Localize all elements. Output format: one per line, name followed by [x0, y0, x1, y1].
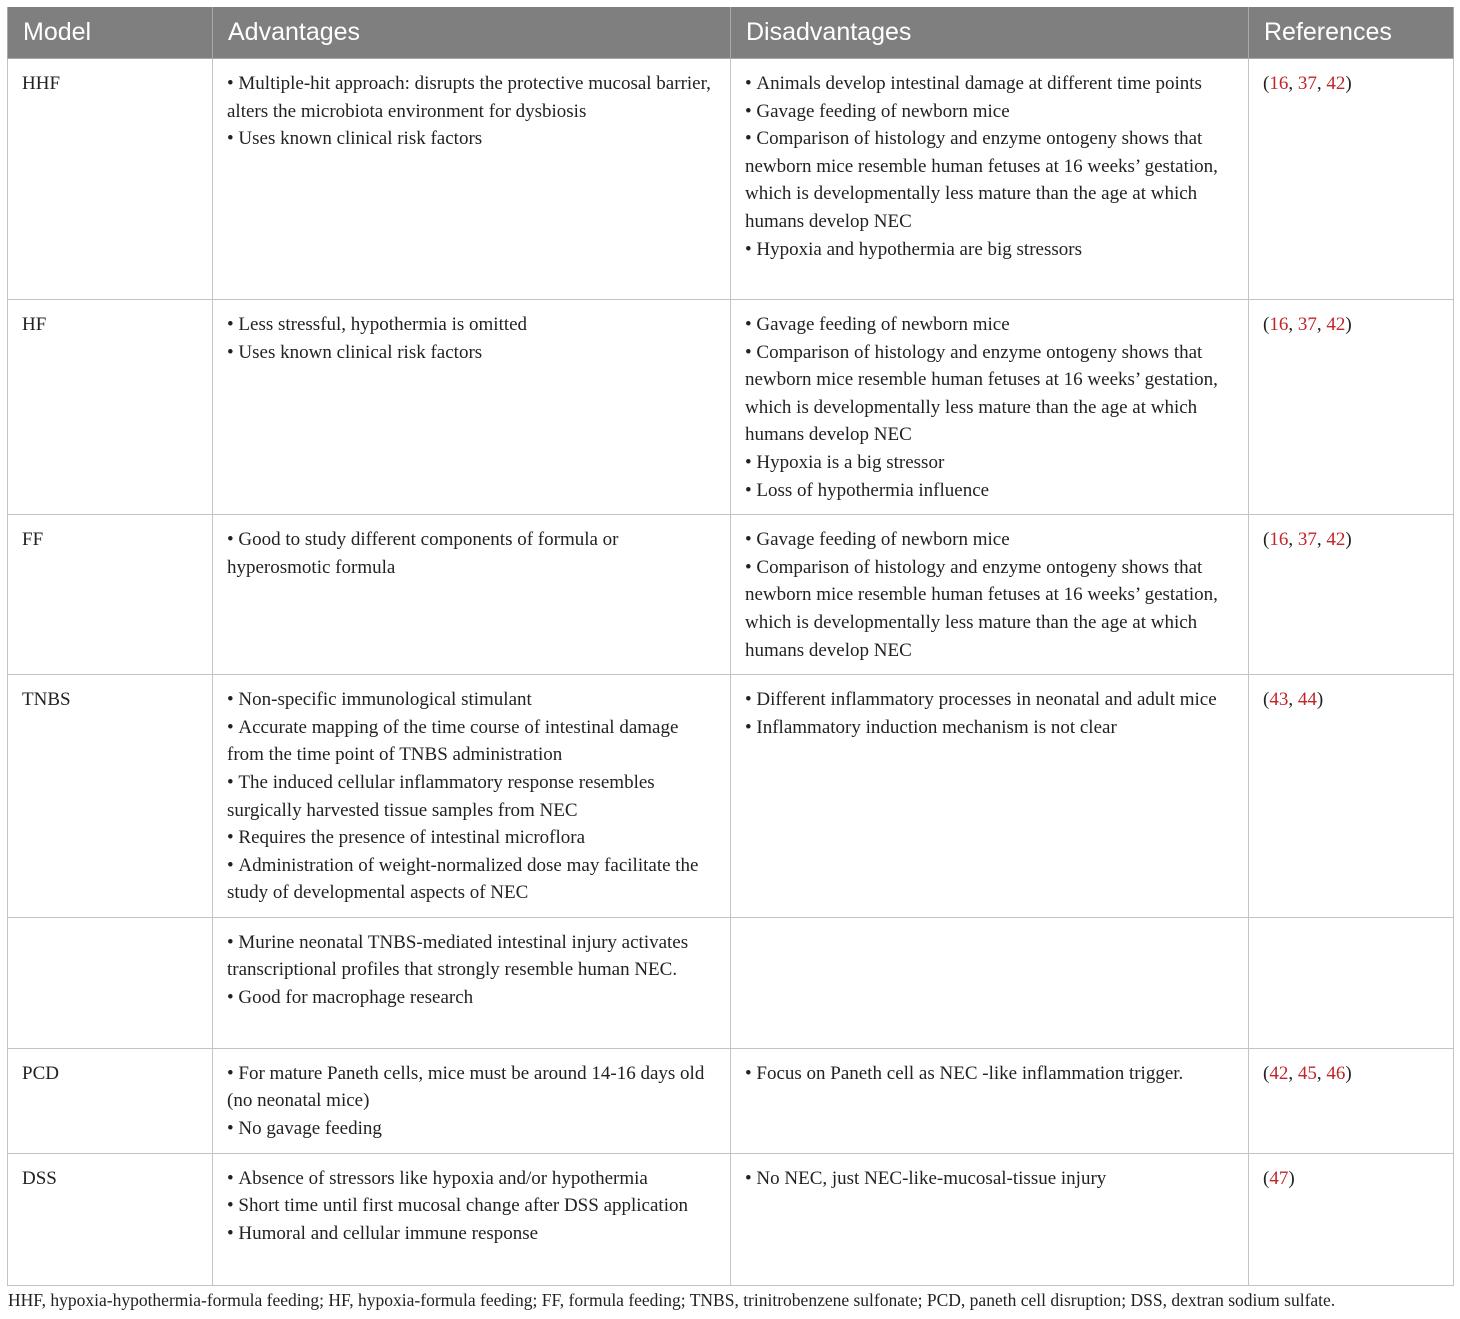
reference-link[interactable]: 44 [1297, 689, 1317, 711]
reference-link[interactable]: 16 [1269, 73, 1289, 94]
disadvantages-list [745, 526, 1234, 664]
reference-link[interactable]: 37 [1297, 314, 1317, 335]
references-cell: (43, 44) [1249, 675, 1454, 918]
advantage-item: • The induced cellular inflammatory response resembles surgically harvested tissue samples from NEC [227, 769, 716, 824]
disadvantages-cell [731, 1153, 1249, 1285]
advantage-item: • Good for macrophage research [227, 984, 716, 1012]
disadvantage-item: • No NEC, just NEC-like-mucosal-tissue injury [745, 1165, 1234, 1193]
disadvantage-item: • Animals develop intestinal damage at different time points [745, 70, 1234, 98]
table-row [8, 917, 1454, 1048]
advantage-item: • Non-specific immunological stimulant [227, 686, 716, 714]
advantages-cell [213, 515, 731, 675]
disadvantage-item: • Inflammatory induction mechanism is not clear [745, 714, 1234, 742]
column-header-model: Model [8, 7, 213, 59]
disadvantages-list [745, 311, 1234, 504]
reference-link[interactable]: 37 [1297, 73, 1317, 94]
advantages-list [227, 1165, 716, 1248]
disadvantage-item: • Comparison of histology and enzyme ontogeny shows that newborn mice resemble human fetuses at 16 weeks’ gestation, which is developmentally less mature than the age at which humans develop NEC [745, 125, 1234, 235]
reference-link[interactable]: 42 [1269, 1062, 1289, 1084]
advantages-list [227, 311, 716, 366]
disadvantages-list [745, 686, 1234, 741]
disadvantage-item: • Gavage feeding of newborn mice [745, 311, 1234, 339]
references-cell [1249, 917, 1454, 1048]
advantages-cell [213, 675, 731, 918]
disadvantage-item: • Comparison of histology and enzyme ontogeny shows that newborn mice resemble human fetuses at 16 weeks’ gestation, which is developmentally less mature than the age at which humans develop NEC [745, 554, 1234, 664]
table-row [8, 1153, 1454, 1285]
column-header-references: References [1249, 7, 1454, 59]
disadvantages-cell [731, 59, 1249, 300]
references-cell: (47) [1249, 1153, 1454, 1285]
disadvantage-item: • Loss of hypothermia influence [745, 477, 1234, 505]
disadvantage-item: • Different inflammatory processes in neonatal and adult mice [745, 686, 1234, 714]
advantages-cell [213, 59, 731, 300]
advantage-item: • Short time until first mucosal change after DSS application [227, 1192, 716, 1220]
advantage-item: • Multiple-hit approach: disrupts the protective mucosal barrier, alters the microbiota environment for dysbiosis [227, 70, 716, 125]
disadvantages-cell [731, 675, 1249, 918]
model-cell: PCD [8, 1048, 213, 1153]
advantages-list [227, 929, 716, 1012]
table-row [8, 59, 1454, 300]
advantage-item: • Absence of stressors like hypoxia and/or hypothermia [227, 1165, 716, 1193]
advantages-list [227, 526, 716, 581]
model-cell: HHF [8, 59, 213, 300]
advantages-cell [213, 1153, 731, 1285]
disadvantages-cell [731, 1048, 1249, 1153]
advantage-item: • Administration of weight-normalized dose may facilitate the study of developmental aspects of NEC [227, 852, 716, 907]
advantage-item: • Uses known clinical risk factors [227, 339, 716, 367]
references-cell: (16, 37, 42) [1249, 515, 1454, 675]
models-table [7, 7, 1454, 1286]
disadvantage-item: • Hypoxia and hypothermia are big stressors [745, 236, 1234, 264]
advantage-item: • Accurate mapping of the time course of intestinal damage from the time point of TNBS administration [227, 714, 716, 769]
advantage-item: • Murine neonatal TNBS-mediated intestinal injury activates transcriptional profiles that strongly resemble human NEC. [227, 929, 716, 984]
table-header [8, 7, 1454, 59]
disadvantages-cell [731, 515, 1249, 675]
advantage-item: • Humoral and cellular immune response [227, 1220, 716, 1248]
reference-link[interactable]: 16 [1269, 314, 1289, 335]
reference-link[interactable]: 42 [1326, 73, 1346, 94]
disadvantages-list [745, 1060, 1234, 1088]
advantages-list [227, 1060, 716, 1143]
model-cell: HF [8, 300, 213, 515]
advantage-item: • Good to study different components of formula or hyperosmotic formula [227, 526, 716, 581]
model-cell: FF [8, 515, 213, 675]
reference-link[interactable]: 46 [1326, 1062, 1346, 1084]
model-cell [8, 917, 213, 1048]
advantages-list [227, 686, 716, 907]
disadvantage-item: • Hypoxia is a big stressor [745, 449, 1234, 477]
reference-link[interactable]: 45 [1297, 1062, 1317, 1084]
reference-link[interactable]: 42 [1326, 529, 1346, 551]
table-row [8, 515, 1454, 675]
reference-link[interactable]: 16 [1269, 529, 1289, 551]
advantage-item: • Requires the presence of intestinal microflora [227, 824, 716, 852]
model-cell: DSS [8, 1153, 213, 1285]
reference-link[interactable]: 43 [1269, 689, 1289, 711]
header-row [8, 7, 1454, 59]
table-row [8, 675, 1454, 918]
disadvantages-cell [731, 917, 1249, 1048]
advantage-item: • Uses known clinical risk factors [227, 125, 716, 153]
disadvantages-cell [731, 300, 1249, 515]
references-cell: (16, 37, 42) [1249, 59, 1454, 300]
model-cell: TNBS [8, 675, 213, 918]
advantages-cell [213, 917, 731, 1048]
advantages-list [227, 70, 716, 153]
reference-link[interactable]: 47 [1269, 1167, 1289, 1189]
references-cell: (42, 45, 46) [1249, 1048, 1454, 1153]
column-header-advantages: Advantages [213, 7, 731, 59]
reference-link[interactable]: 37 [1297, 529, 1317, 551]
advantage-item: • Less stressful, hypothermia is omitted [227, 311, 716, 339]
disadvantage-item: • Comparison of histology and enzyme ontogeny shows that newborn mice resemble human fetuses at 16 weeks’ gestation, which is developmentally less mature than the age at which humans develop NEC [745, 339, 1234, 449]
disadvantage-item: • Focus on Paneth cell as NEC -like inflammation trigger. [745, 1060, 1234, 1088]
advantages-cell [213, 300, 731, 515]
advantage-item: • No gavage feeding [227, 1115, 716, 1143]
advantage-item: • For mature Paneth cells, mice must be around 14-16 days old (no neonatal mice) [227, 1060, 716, 1115]
disadvantage-item: • Gavage feeding of newborn mice [745, 526, 1234, 554]
disadvantages-list [745, 70, 1234, 263]
column-header-disadvantages: Disadvantages [731, 7, 1249, 59]
references-cell: (16, 37, 42) [1249, 300, 1454, 515]
table-row [8, 1048, 1454, 1153]
disadvantages-list [745, 1165, 1234, 1193]
disadvantage-item: • Gavage feeding of newborn mice [745, 98, 1234, 126]
reference-link[interactable]: 42 [1326, 314, 1346, 335]
table-body [8, 59, 1454, 1286]
advantages-cell [213, 1048, 731, 1153]
table-row [8, 300, 1454, 515]
table-footnote: HHF, hypoxia-hypothermia-formula feeding; HF, hypoxia-formula feeding; FF, formula feeding; TNBS, trinitrobenzene sulfonate; PCD, paneth cell disruption; DSS, dextran sodium sulfate. [8, 1290, 1336, 1310]
